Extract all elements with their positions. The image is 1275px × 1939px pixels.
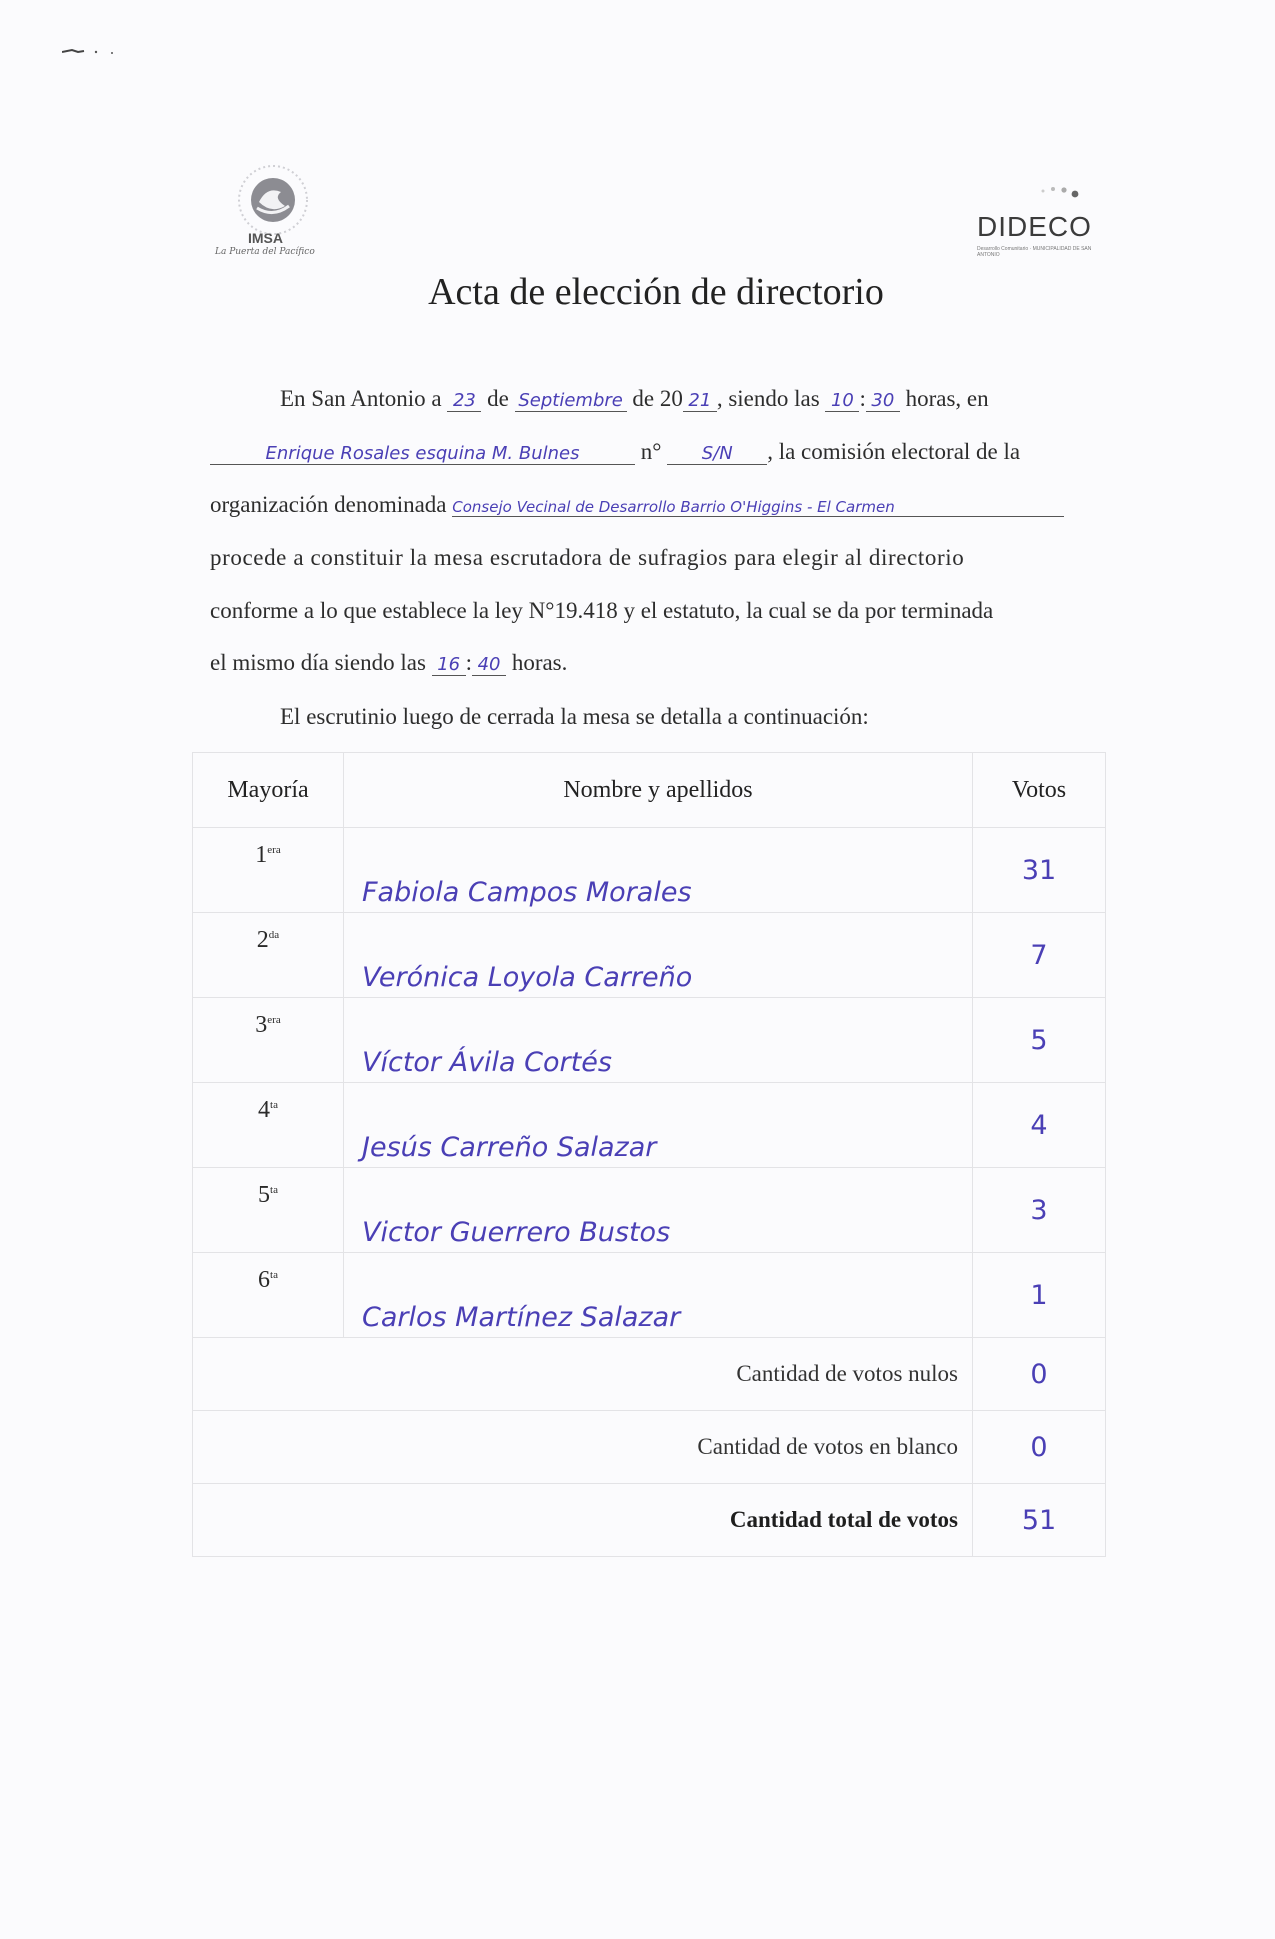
page-title: Acta de elección de directorio	[428, 271, 884, 313]
paragraph-line-4: procede a constituir la mesa escrutadora de sufragios para elegir al directorio	[210, 545, 965, 570]
candidate-votes: 5	[973, 998, 1106, 1083]
handwritten-end-min: 40	[472, 654, 506, 676]
paragraph-line-7: El escrutinio luego de cerrada la mesa se detalla a continuación:	[280, 704, 869, 729]
imsa-logo-motto: La Puerta del Pacífico	[215, 247, 315, 257]
handwritten-start-hour: 10	[825, 390, 859, 412]
rank-cell: $4^{ta}$	[193, 1083, 344, 1168]
total-votes-value: 51	[973, 1484, 1106, 1557]
table-row	[193, 1168, 1106, 1253]
dideco-logo-text: DIDECO	[977, 211, 1092, 242]
paragraph-line-2: Enrique Rosales esquina M. Bulnes n° S/N , la comisión electoral de la	[210, 439, 1020, 465]
rank-cell: $2^{da}$	[193, 913, 344, 998]
candidate-votes: 1	[973, 1253, 1106, 1338]
handwritten-end-hour: 16	[432, 654, 466, 676]
candidate-votes: 3	[973, 1168, 1106, 1253]
rank-cell: $1^{era}$	[193, 828, 344, 913]
null-votes-value: 0	[973, 1338, 1106, 1411]
blank-votes-value: 0	[973, 1411, 1106, 1484]
paragraph-line-3: organización denominada Consejo Vecinal de Desarrollo Barrio O'Higgins - El Carmen	[210, 492, 1064, 518]
paragraph-line-5: conforme a lo que establece la ley N°19.418 y el estatuto, la cual se da por terminada	[210, 598, 994, 623]
scan-mark	[62, 46, 142, 56]
handwritten-start-min: 30	[866, 390, 900, 412]
table-header-row	[193, 753, 1106, 828]
candidate-name: Víctor Ávila Cortés	[344, 998, 973, 1083]
handwritten-month: Septiembre	[515, 390, 627, 412]
candidate-votes: 4	[973, 1083, 1106, 1168]
total-votes-row	[193, 1484, 1106, 1557]
handwritten-day: 23	[447, 390, 481, 412]
dideco-logo-subtitle: Desarrollo Comunitario · MUNICIPALIDAD DE SAN ANTONIO	[977, 246, 1092, 258]
candidate-votes: 7	[973, 913, 1106, 998]
header-rank: Mayoría	[193, 753, 344, 828]
handwritten-year: 21	[683, 390, 717, 412]
header-name: Nombre y apellidos	[344, 753, 973, 828]
header-votes: Votos	[973, 753, 1106, 828]
table-row	[193, 1253, 1106, 1338]
blank-votes-label: Cantidad de votos en blanco	[193, 1411, 973, 1484]
null-votes-row	[193, 1338, 1106, 1411]
candidate-name: Jesús Carreño Salazar	[344, 1083, 973, 1168]
rank-cell: $3^{era}$	[193, 998, 344, 1083]
total-votes-label: Cantidad total de votos	[193, 1484, 973, 1557]
imsa-logo-text: IMSA	[248, 230, 283, 246]
candidate-name: Fabiola Campos Morales	[344, 828, 973, 913]
candidate-name: Verónica Loyola Carreño	[344, 913, 973, 998]
handwritten-address: Enrique Rosales esquina M. Bulnes	[210, 443, 635, 465]
paragraph-line-6: el mismo día siendo las 16 : 40 horas.	[210, 650, 568, 675]
null-votes-label: Cantidad de votos nulos	[193, 1338, 973, 1411]
rank-cell: $5^{ta}$	[193, 1168, 344, 1253]
candidate-name: Carlos Martínez Salazar	[344, 1253, 973, 1338]
rank-cell: $6^{ta}$	[193, 1253, 344, 1338]
table-row	[193, 828, 1106, 913]
results-table	[192, 752, 1106, 1557]
table-row	[193, 913, 1106, 998]
paragraph-line-1: En San Antonio a 23 de Septiembre de 20 21 , siendo las 10 : 30 horas, en	[280, 386, 989, 411]
candidate-votes: 31	[973, 828, 1106, 913]
candidate-name: Victor Guerrero Bustos	[344, 1168, 973, 1253]
handwritten-organization: Consejo Vecinal de Desarrollo Barrio O'Higgins - El Carmen	[452, 498, 1064, 517]
blank-votes-row	[193, 1411, 1106, 1484]
table-row	[193, 998, 1106, 1083]
table-row	[193, 1083, 1106, 1168]
handwritten-number: S/N	[667, 443, 767, 465]
